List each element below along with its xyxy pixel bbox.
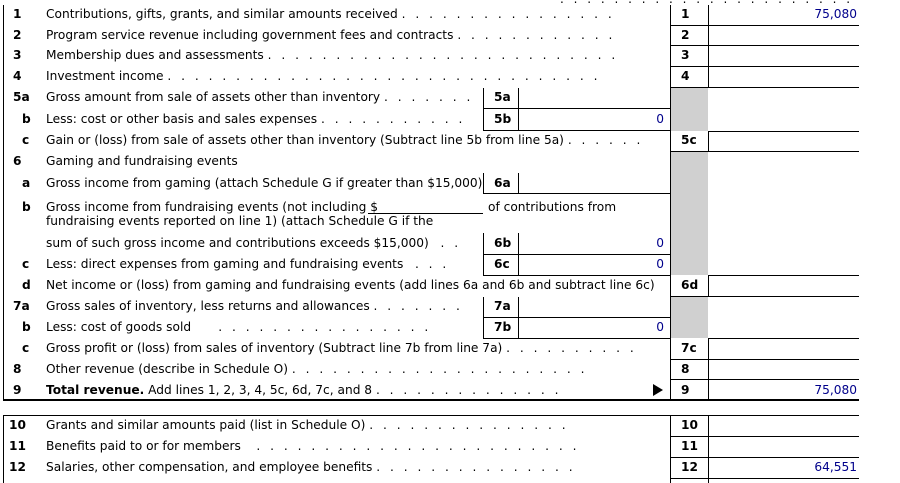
line-description: Gaming and fundraising events: [46, 154, 238, 168]
inner-label: 5a: [494, 90, 511, 104]
line-description: Gross sales of inventory, less returns and allowances . . . . . . .: [46, 299, 463, 313]
inner-label: 7a: [494, 299, 511, 313]
inner-5b-rule: [483, 130, 671, 131]
rule-7c: [670, 359, 859, 360]
label-col-border-2: [708, 131, 709, 152]
shade-6: [671, 152, 708, 275]
rule-7: [708, 338, 859, 339]
rule-12: [670, 478, 859, 479]
line-description: sum of such gross income and contributions exceeds $15,000) . .: [46, 236, 462, 250]
inner-amount[interactable]: 0: [656, 257, 664, 271]
left-border-top: [3, 5, 4, 399]
inner-6c-rule: [483, 275, 671, 276]
line-amount[interactable]: 75,080: [814, 7, 857, 21]
line-label: 5c: [681, 133, 697, 147]
rule-5: [708, 131, 859, 132]
label-col-border-3: [708, 275, 709, 296]
label-col-border-4: [708, 338, 709, 400]
line-label: 3: [681, 48, 690, 62]
line-description: Less: cost of goods sold . . . . . . . . . . . . . . . .: [46, 320, 432, 334]
line-description: Other revenue (describe in Schedule O) . . . . . . . . . . . . . . . . . . . . . .: [46, 362, 588, 376]
line-label: 6d: [681, 278, 699, 292]
rule-2: [670, 45, 859, 46]
shade-5: [671, 88, 708, 131]
line-number: 7a: [13, 299, 30, 313]
label-col-border: [708, 5, 709, 87]
line-description: Less: cost or other basis and sales expenses . . . . . . . . . . .: [46, 112, 466, 126]
line-number: 9: [13, 383, 22, 397]
line-number: c: [22, 257, 30, 271]
line-label: 11: [681, 439, 698, 453]
line-description: Membership dues and assessments . . . . . . . . . . . . . . . . . . . . . . . . . .: [46, 48, 619, 62]
arrow-right-icon: [653, 384, 663, 396]
line-description: Contributions, gifts, grants, and similar amounts received . . . . . . . . . . . . . . . .: [46, 7, 615, 21]
line-description: Gross profit or (loss) from sales of inventory (Subtract line 7b from line 7a) . . . . . . . . . .: [46, 341, 637, 355]
form-top-dots: [560, 0, 853, 6]
line-number: 11: [9, 439, 26, 453]
line-label: 12: [681, 460, 698, 474]
line-description: Investment income . . . . . . . . . . . . . . . . . . . . . . . . . . . . . . . .: [46, 69, 601, 83]
line-number: 10: [9, 418, 26, 432]
line-description: Less: direct expenses from gaming and fundraising events . . .: [46, 257, 450, 271]
inner-amount[interactable]: 0: [656, 112, 664, 126]
line-label: 9: [681, 383, 690, 397]
right-col-left-border-2: [670, 416, 671, 483]
line-description: Program service revenue including government fees and contracts . . . . . . . . . . . .: [46, 28, 616, 42]
inner-label: 7b: [494, 320, 512, 334]
inner-label: 6c: [494, 257, 510, 271]
line-description: fundraising events reported on line 1) (attach Schedule G if the: [46, 214, 434, 228]
total-bottom-rule: [3, 399, 859, 401]
line-amount[interactable]: 75,080: [814, 383, 857, 397]
line-number: 2: [13, 28, 22, 42]
inner-amount[interactable]: 0: [656, 236, 664, 250]
line-number: b: [22, 200, 31, 214]
line-description: Gross income from gaming (attach Schedule G if greater than $15,000): [46, 176, 483, 190]
rule-10: [670, 436, 859, 437]
label-col-border-5: [708, 416, 709, 483]
line-description: Gain or (loss) from sale of assets other than inventory (Subtract line 5b from line 5a) . . . . . .: [46, 133, 644, 147]
inner-5-mid: [518, 88, 519, 131]
inner-7b-rule: [483, 338, 671, 339]
line-number: a: [22, 176, 31, 190]
rule-3: [670, 66, 859, 67]
inner-label: 5b: [494, 112, 512, 126]
inner-7a-rule: [483, 317, 671, 318]
line-description: Net income or (loss) from gaming and fundraising events (add lines 6a and 6b and subtract line 6c): [46, 278, 655, 292]
line-number: 3: [13, 48, 22, 62]
line-label: 8: [681, 362, 690, 376]
line-number: 12: [9, 460, 26, 474]
inner-6a-mid: [518, 173, 519, 193]
line-number: 8: [13, 362, 22, 376]
line-number: 6: [13, 154, 22, 168]
line-label: 7c: [681, 341, 697, 355]
inner-label: 6b: [494, 236, 512, 250]
shade-7: [671, 297, 708, 338]
line-number: d: [22, 278, 31, 292]
inner-5a-rule: [483, 108, 671, 109]
line-number: 4: [13, 69, 22, 83]
line-description: Total revenue. Add lines 1, 2, 3, 4, 5c, 6d, 7c, and 8 . . . . . . . . . . . . . .: [46, 383, 562, 397]
rule-11: [670, 457, 859, 458]
inner-6a-rule: [483, 193, 671, 194]
line-label: 4: [681, 69, 690, 83]
line-number: c: [22, 341, 30, 355]
left-border-bottom: [3, 416, 4, 483]
line-description: Benefits paid to or for members . . . . . . . . . . . . . . . . . . . . . . . .: [46, 439, 580, 453]
line-number: c: [22, 133, 30, 147]
inner-amount[interactable]: 0: [656, 320, 664, 334]
line-description: Gross income from fundraising events (not including $: [46, 200, 379, 214]
rule-1: [670, 25, 859, 26]
line-number: b: [22, 112, 31, 126]
rule-8: [670, 379, 859, 380]
line-label: 1: [681, 7, 690, 21]
line-amount[interactable]: 64,551: [814, 460, 857, 474]
section-top-rule: [3, 415, 859, 416]
line-description: Gross amount from sale of assets other than inventory . . . . . . .: [46, 90, 474, 104]
line-number: b: [22, 320, 31, 334]
inner-6b-rule: [483, 254, 671, 255]
inner-label: 6a: [494, 176, 511, 190]
line-number: 1: [13, 7, 22, 21]
inner-6a-left: [483, 173, 484, 193]
line-description: Salaries, other compensation, and employee benefits . . . . . . . . . . . . . . .: [46, 460, 576, 474]
line-number: 5a: [13, 90, 30, 104]
line-description: Grants and similar amounts paid (list in Schedule O) . . . . . . . . . . . . . . .: [46, 418, 569, 432]
rule-6: [708, 275, 859, 276]
line-label: 10: [681, 418, 698, 432]
line-description-cont: of contributions from: [488, 200, 617, 214]
line-label: 2: [681, 28, 690, 42]
inner-5-left: [483, 88, 484, 131]
